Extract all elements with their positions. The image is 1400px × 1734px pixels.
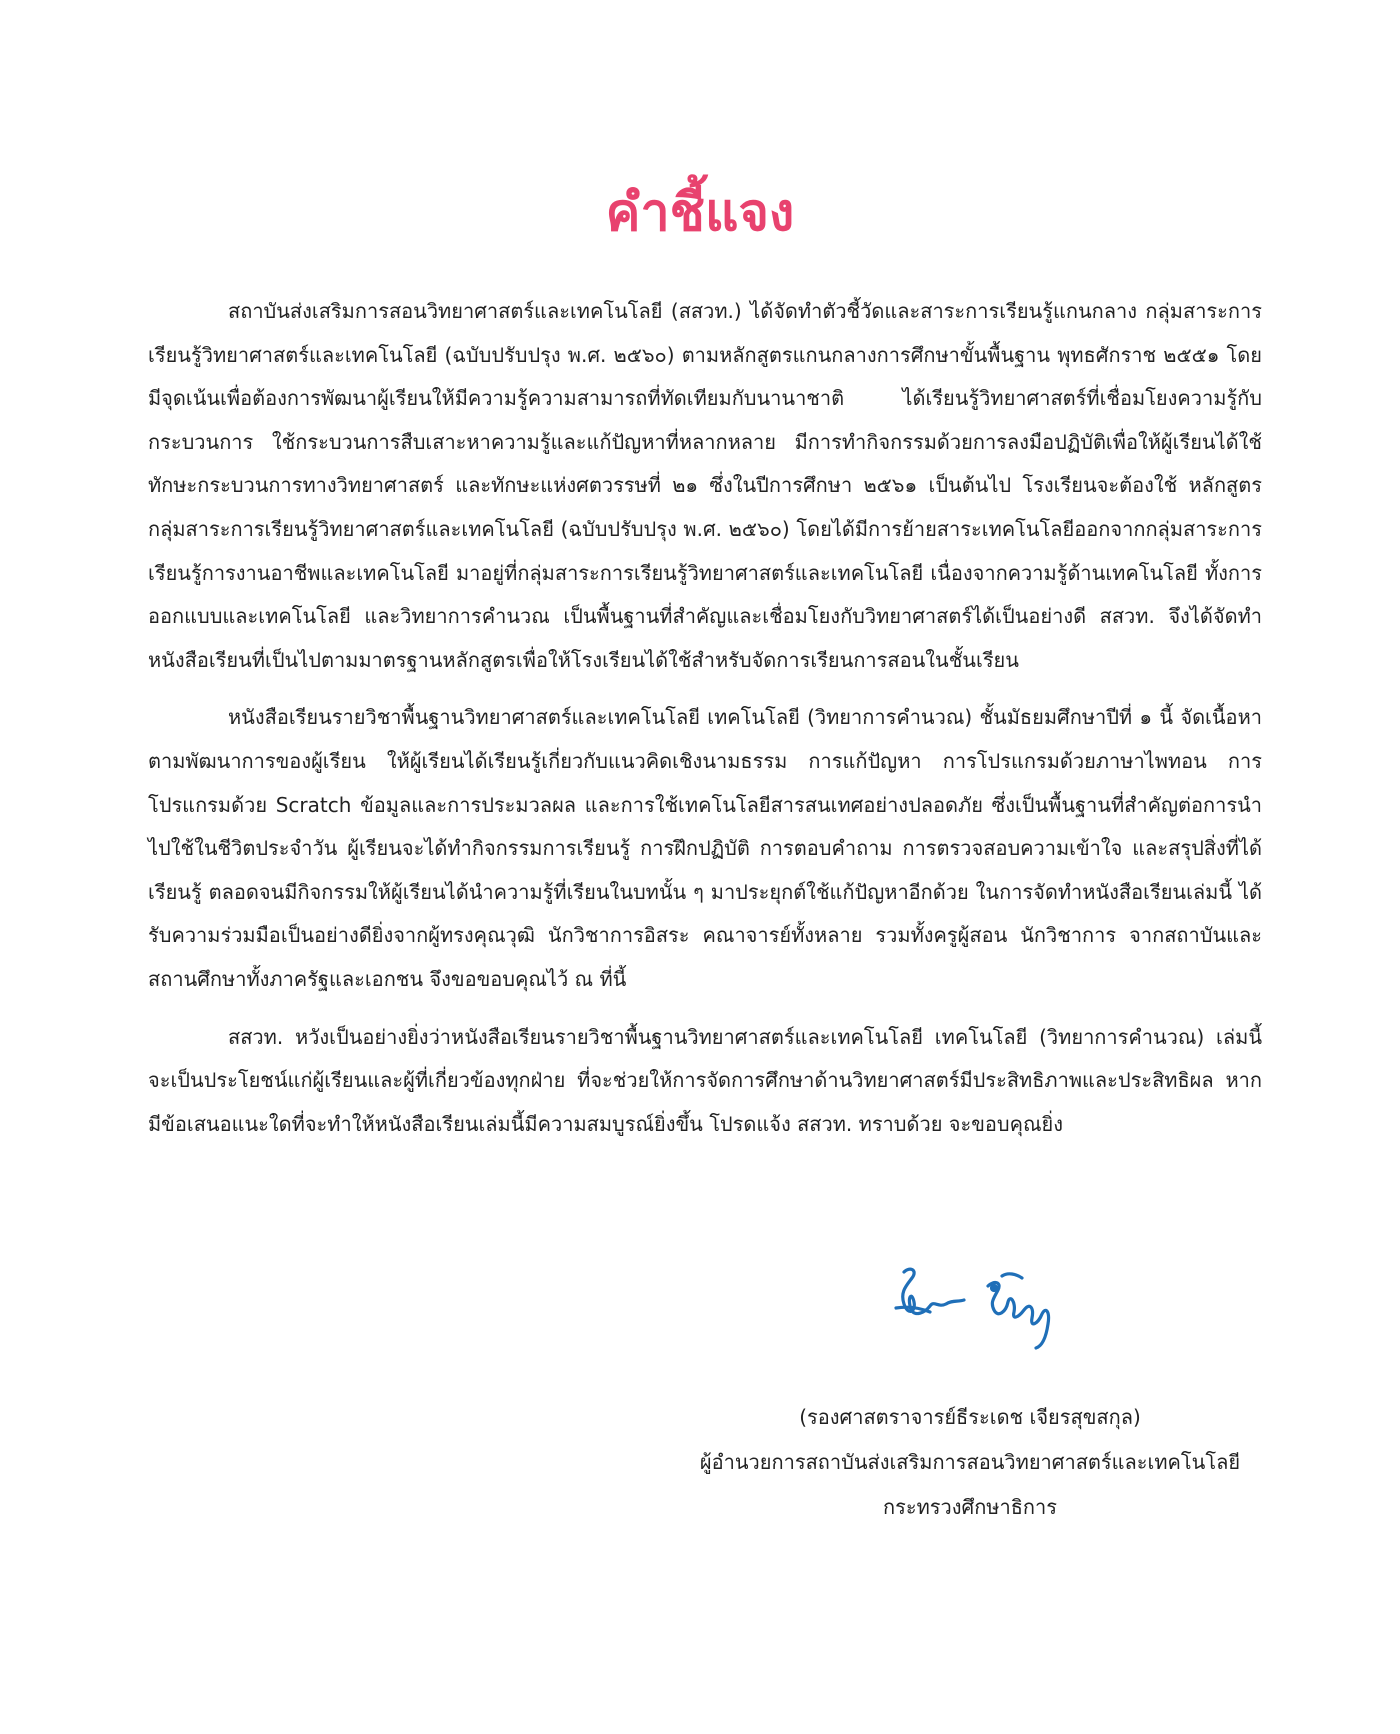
paragraph-book-content: หนังสือเรียนรายวิชาพื้นฐานวิทยาศาสตร์และเทคโนโลยี เทคโนโลยี (วิทยาการคำนวณ) ชั้นมัธยมศึกษาปีที่ ๑ นี้ จัดเนื้อหาตามพัฒนาการของผู้เรียน ให้ผู้เรียนได้เรียนรู้เกี่ยวกับแนวคิดเชิงนามธรรม การแก้ปัญหา การโปรแกรมด้วยภาษาไพทอน การโปรแกรมด้วย Scratch ข้อมูลและการประมวลผล และการใช้เทคโนโลยีสารสนเทศอย่างปลอดภัย ซึ่งเป็นพื้นฐานที่สำคัญต่อการนำไปใช้ในชีวิตประจำวัน ผู้เรียนจะได้ทำกิจกรรมการเรียนรู้ การฝึกปฏิบัติ การตอบคำถาม การตรวจสอบความเข้าใจ และสรุปสิ่งที่ได้เรียนรู้ ตลอดจนมีกิจกรรมให้ผู้เรียนได้นำความรู้ที่เรียนในบทนั้น ๆ มาประยุกต์ใช้แก้ปัญหาอีกด้วย ในการจัดทำหนังสือเรียนเล่มนี้ ได้รับความร่วมมือเป็นอย่างดียิ่งจากผู้ทรงคุณวุฒิ นักวิชาการอิสระ คณาจารย์ทั้งหลาย รวมทั้งครูผู้สอน นักวิชาการ จากสถาบันและสถานศึกษาทั้งภาครัฐและเอกชน จึงขอขอบคุณไว้ ณ ที่นี้ — [148, 705, 1262, 991]
paragraph-intro: สถาบันส่งเสริมการสอนวิทยาศาสตร์และเทคโนโลยี (สสวท.) ได้จัดทำตัวชี้วัดและสาระการเรียนรู้แกนกลาง กลุ่มสาระการเรียนรู้วิทยาศาสตร์และเทคโนโลยี (ฉบับปรับปรุง พ.ศ. ๒๕๖๐) ตามหลักสูตรแกนกลางการศึกษาขั้นพื้นฐาน พุทธศักราช ๒๕๕๑ โดยมีจุดเน้นเพื่อต้องการพัฒนาผู้เรียนให้มีความรู้ความสามารถที่ทัดเทียมกับนานาชาติ ได้เรียนรู้วิทยาศาสตร์ที่เชื่อมโยงความรู้กับกระบวนการ ใช้กระบวนการสืบเสาะหาความรู้และแก้ปัญหาที่หลากหลาย มีการทำกิจกรรมด้วยการลงมือปฏิบัติเพื่อให้ผู้เรียนได้ใช้ทักษะกระบวนการทางวิทยาศาสตร์ และทักษะแห่งศตวรรษที่ ๒๑ ซึ่งในปีการศึกษา ๒๕๖๑ เป็นต้นไป โรงเรียนจะต้องใช้ หลักสูตรกลุ่มสาระการเรียนรู้วิทยาศาสตร์และเทคโนโลยี (ฉบับปรับปรุง พ.ศ. ๒๕๖๐) โดยได้มีการย้ายสาระเทคโนโลยีออกจากกลุ่มสาระการเรียนรู้การงานอาชีพและเทคโนโลยี มาอยู่ที่กลุ่มสาระการเรียนรู้วิทยาศาสตร์และเทคโนโลยี เนื่องจากความรู้ด้านเทคโนโลยี ทั้งการออกแบบและเทคโนโลยี และวิทยาการคำนวณ เป็นพื้นฐานที่สำคัญและเชื่อมโยงกับวิทยาศาสตร์ได้เป็นอย่างดี สสวท. จึงได้จัดทำหนังสือเรียนที่เป็นไปตามมาตรฐานหลักสูตรเพื่อให้โรงเรียนได้ใช้สำหรับจัดการเรียนการสอนในชั้นเรียน — [148, 299, 1262, 672]
signatory-position: ผู้อำนวยการสถาบันส่งเสริมการสอนวิทยาศาสตร์และเทคโนโลยี — [699, 1450, 1241, 1474]
signatory-organization: กระทรวงศึกษาธิการ — [882, 1495, 1058, 1519]
signature-block — [640, 1395, 1300, 1530]
handwritten-signature — [890, 1262, 1070, 1352]
paragraph-closing: สสวท. หวังเป็นอย่างยิ่งว่าหนังสือเรียนรายวิชาพื้นฐานวิทยาศาสตร์และเทคโนโลยี เทคโนโลยี (วิทยาการคำนวณ) เล่มนี้จะเป็นประโยชน์แก่ผู้เรียนและผู้ที่เกี่ยวข้องทุกฝ่าย ที่จะช่วยให้การจัดการศึกษาด้านวิทยาศาสตร์มีประสิทธิภาพและประสิทธิผล หากมีข้อเสนอแนะใดที่จะทำให้หนังสือเรียนเล่มนี้มีความสมบูรณ์ยิ่งขึ้น โปรดแจ้ง สสวท. ทราบด้วย จะขอบคุณยิ่ง — [148, 1024, 1262, 1136]
signatory-name: (รองศาสตราจารย์ธีระเดช เจียรสุขสกุล) — [799, 1405, 1141, 1429]
document-body — [148, 290, 1262, 1160]
page-title: คำชี้แจง — [605, 183, 795, 243]
